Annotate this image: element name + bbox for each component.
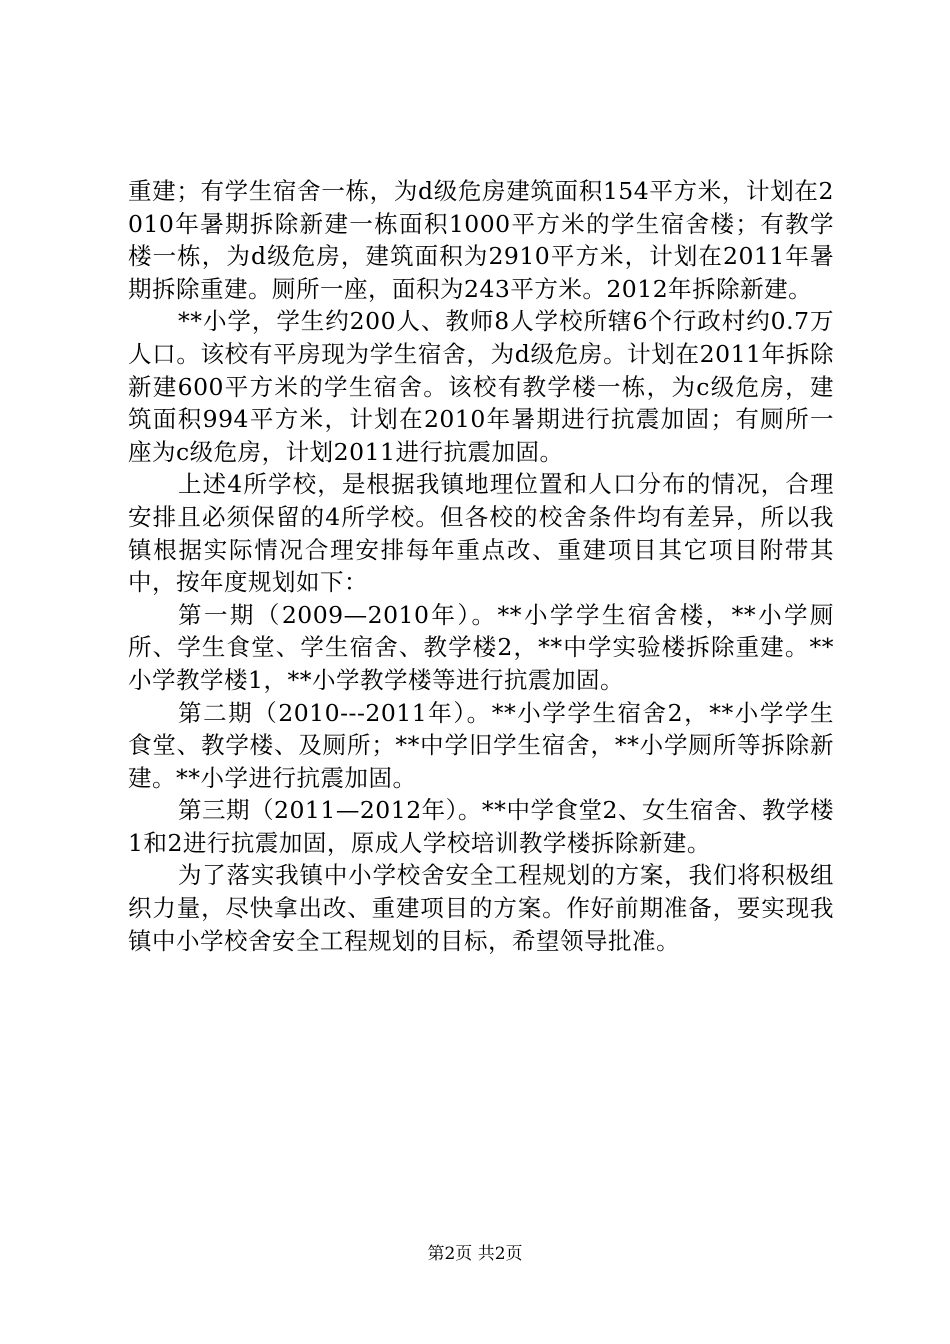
paragraph-summary: 上述4所学校，是根据我镇地理位置和人口分布的情况，合理安排且必须保留的4所学校。但各校的校舍条件均有差异，所以我镇根据实际情况合理安排每年重点改、重建项目其它项目附带其中，按年度规划如下： (128, 470, 834, 597)
paragraph-phase-two: 第二期（2010---2011年）。**小学学生宿舍2，**小学学生食堂、教学楼、及厕所；**中学旧学生宿舍，**小学厕所等拆除新建。**小学进行抗震加固。 (128, 698, 834, 792)
paragraph-continuation: 重建；有学生宿舍一栋，为d级危房建筑面积154平方米，计划在2010年暑期拆除新建一栋面积1000平方米的学生宿舍楼；有教学楼一栋，为d级危房，建筑面积为2910平方米，计划在2011年暑期拆除重建。厕所一座，面积为243平方米。2012年拆除新建。 (128, 177, 834, 303)
page-number-footer: 第2页 共2页 (427, 1244, 523, 1264)
paragraph-phase-three: 第三期（2011—2012年）。**中学食堂2、女生宿舍、教学楼1和2进行抗震加固，原成人学校培训教学楼拆除新建。 (128, 796, 834, 857)
paragraph-school-details: **小学，学生约200人、教师8人学校所辖6个行政村约0.7万人口。该校有平房现为学生宿舍，为d级危房。计划在2011年拆除新建600平方米的学生宿舍。该校有教学楼一栋，为c级危房，建筑面积994平方米，计划在2010年暑期进行抗震加固；有厕所一座为c级危房，计划2011进行抗震加固。 (128, 307, 834, 466)
document-body (128, 175, 834, 957)
paragraph-phase-one: 第一期（2009—2010年）。**小学学生宿舍楼，**小学厕所、学生食堂、学生宿舍、教学楼2，**中学实验楼拆除重建。**小学教学楼1，**小学教学楼等进行抗震加固。 (128, 600, 834, 694)
paragraph-conclusion: 为了落实我镇中小学校舍安全工程规划的方案，我们将积极组织力量，尽快拿出改、重建项目的方案。作好前期准备，要实现我镇中小学校舍安全工程规划的目标，希望领导批准。 (128, 861, 834, 955)
